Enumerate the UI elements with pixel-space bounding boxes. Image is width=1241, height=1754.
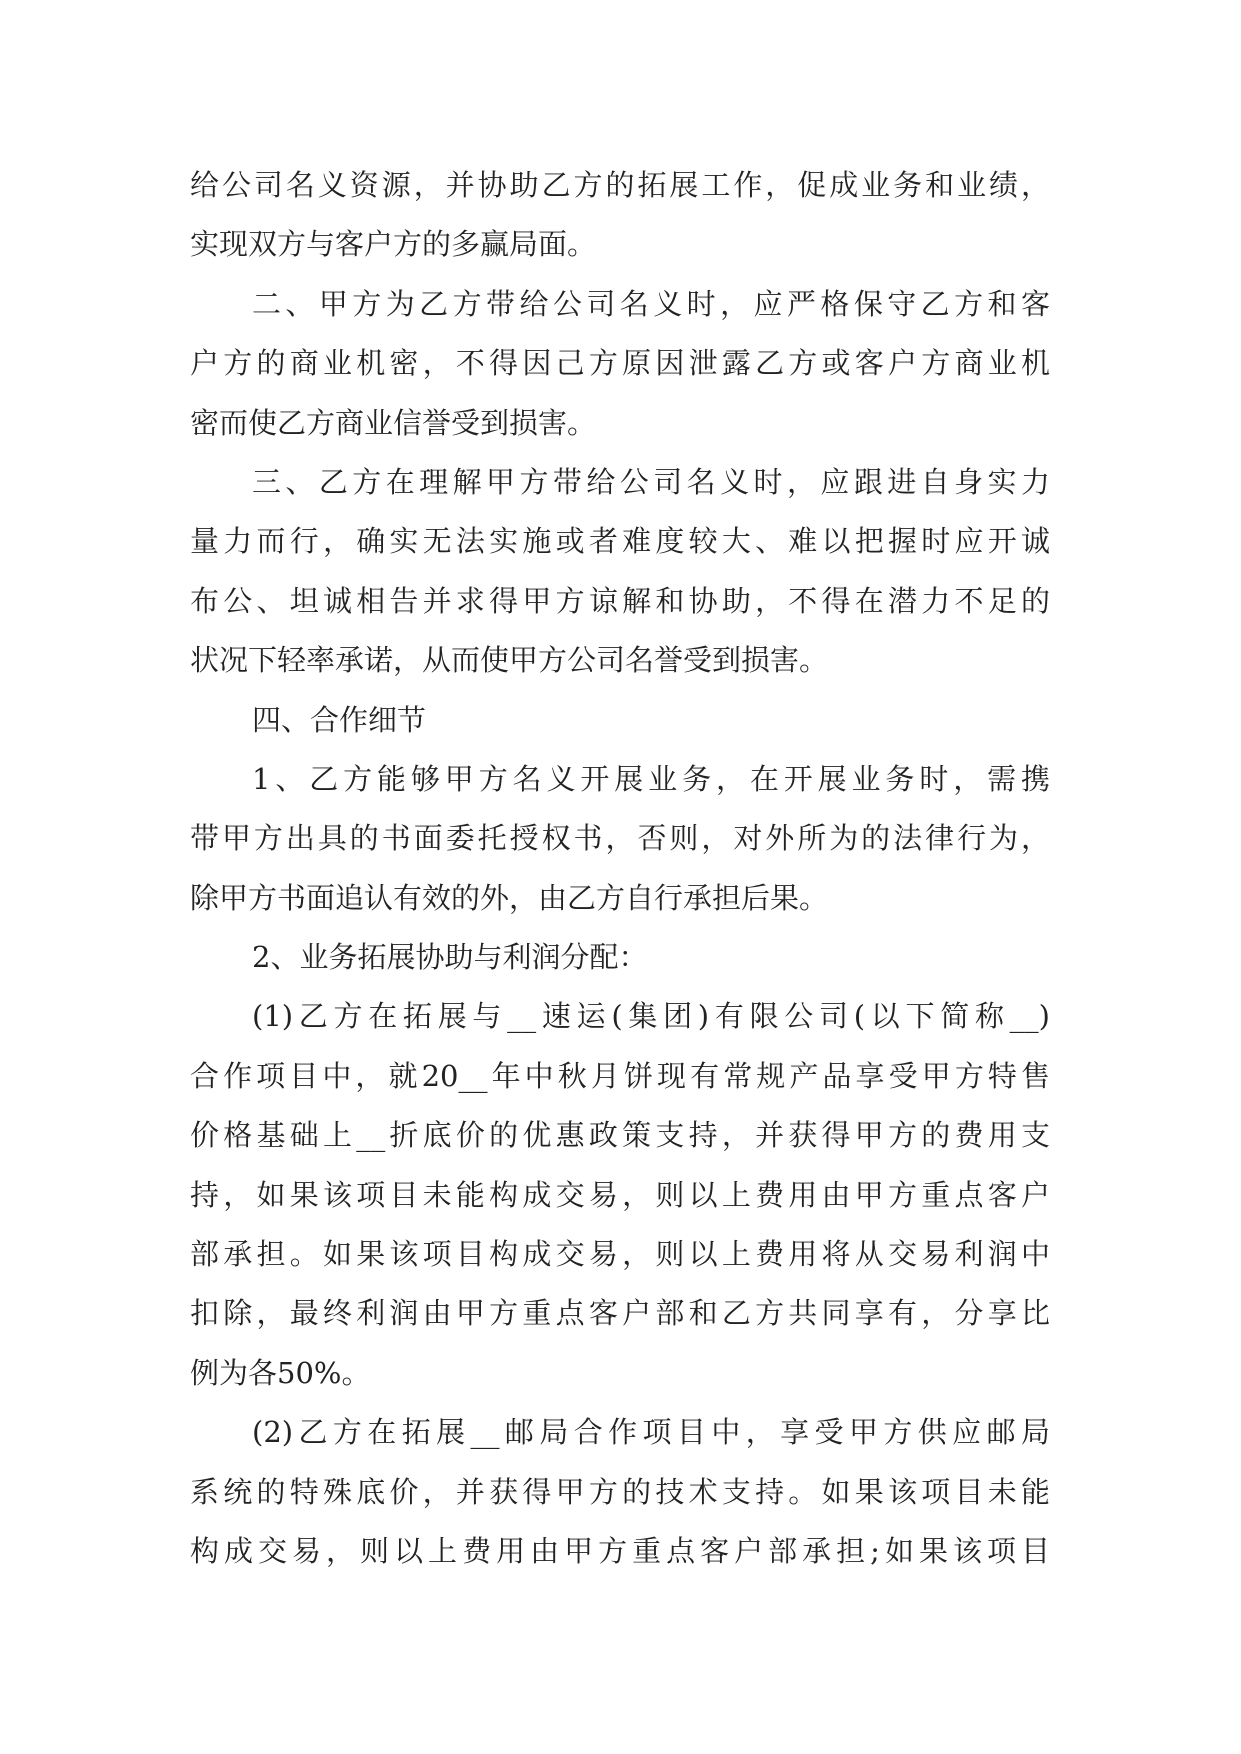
clause-3-line: 三、乙方在理解甲方带给公司名义时，应跟进自身实力 (252, 464, 1050, 499)
text-line: 量力而行，确实无法实施或者难度较大、难以把握时应开诚 (190, 524, 1050, 559)
document-body (190, 156, 1050, 1581)
text-line: 持，如果该项目未能构成交易，则以上费用由甲方重点客户 (190, 1177, 1050, 1212)
section-heading: 四、合作细节 (252, 702, 427, 737)
text-line: 扣除，最终利润由甲方重点客户部和乙方共同享有，分享比 (190, 1296, 1050, 1331)
clause-2-line: 二、甲方为乙方带给公司名义时，应严格保守乙方和客 (252, 286, 1050, 321)
text-line: 密而使乙方商业信誉受到损害。 (190, 405, 597, 440)
text-line: 给公司名义资源，并协助乙方的拓展工作，促成业务和业绩， (190, 168, 1050, 202)
text-line: 实现双方与客户方的多赢局面。 (190, 227, 597, 262)
item-2-heading: 2、业务拓展协助与利润分配： (252, 940, 648, 975)
subitem-1-line: (1)乙方在拓展与__速运(集团)有限公司(以下简称__) (252, 999, 1050, 1034)
text-line: 部承担。如果该项目构成交易，则以上费用将从交易利润中 (190, 1237, 1050, 1272)
text-line: 户方的商业机密，不得因己方原因泄露乙方或客户方商业机 (190, 346, 1050, 381)
text-line: 带甲方出具的书面委托授权书，否则，对外所为的法律行为， (190, 821, 1050, 856)
item-1-line: 1、乙方能够甲方名义开展业务，在开展业务时，需携 (252, 761, 1050, 796)
text-line: 合作项目中，就20__年中秋月饼现有常规产品享受甲方特售 (190, 1058, 1050, 1093)
subitem-2-line: (2)乙方在拓展__邮局合作项目中，享受甲方供应邮局 (252, 1415, 1050, 1450)
text-line: 构成交易，则以上费用由甲方重点客户部承担;如果该项目 (190, 1533, 1050, 1568)
text-line: 状况下轻率承诺，从而使甲方公司名誉受到损害。 (190, 643, 829, 678)
text-line: 价格基础上__折底价的优惠政策支持，并获得甲方的费用支 (190, 1118, 1050, 1153)
text-line: 例为各50%。 (190, 1355, 371, 1390)
text-line: 系统的特殊底价，并获得甲方的技术支持。如果该项目未能 (190, 1474, 1050, 1509)
text-line: 布公、坦诚相告并求得甲方谅解和协助，不得在潜力不足的 (190, 583, 1050, 618)
text-line: 除甲方书面追认有效的外，由乙方自行承担后果。 (190, 880, 829, 915)
